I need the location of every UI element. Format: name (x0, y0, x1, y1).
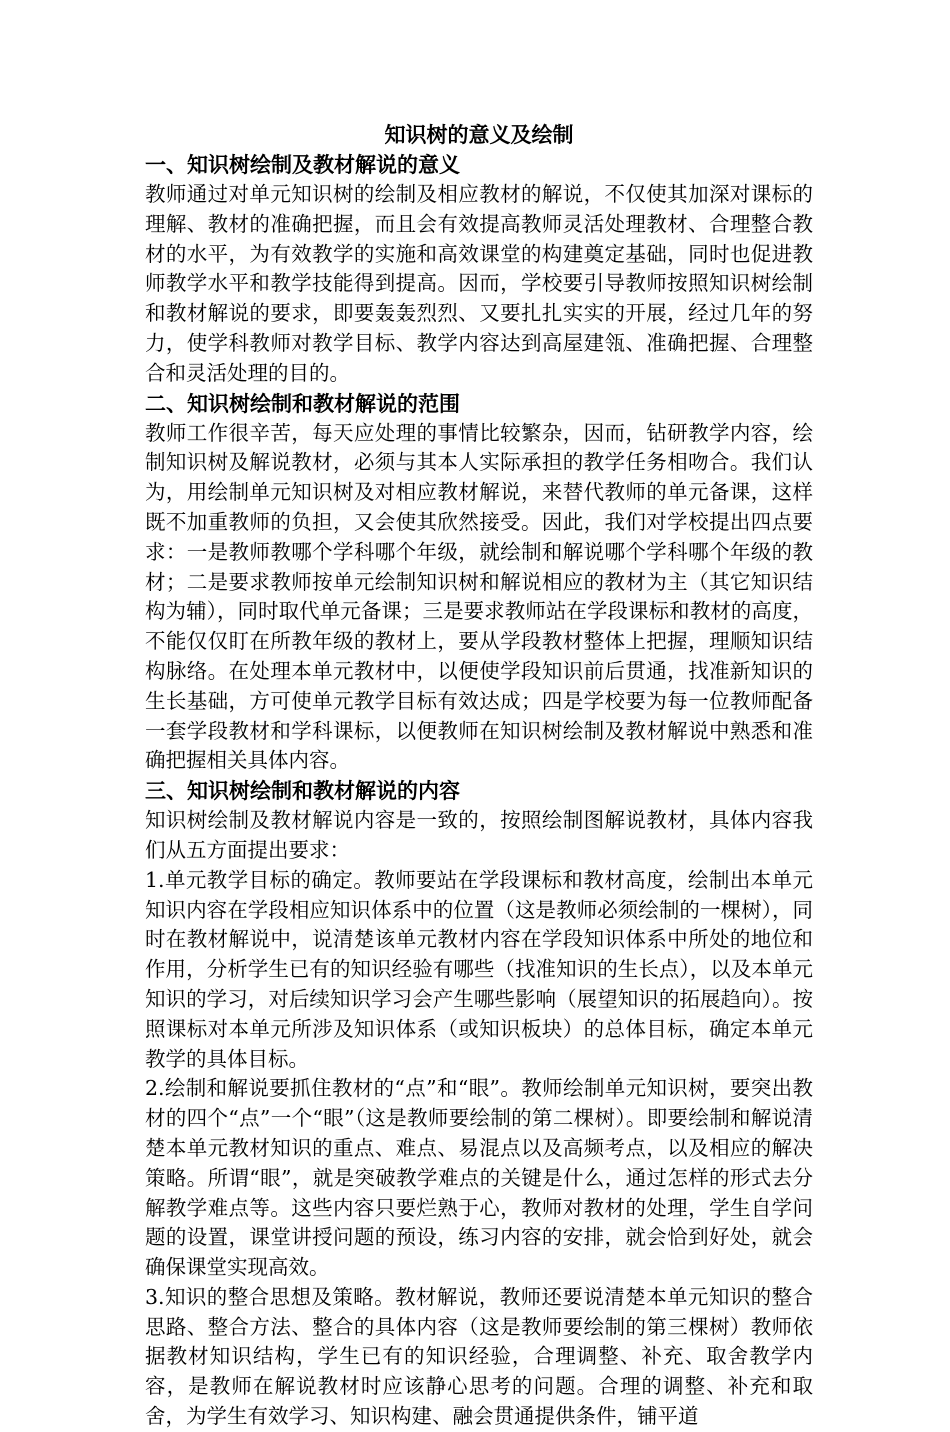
section-3-item-2: 2.绘制和解说要抓住教材的“点”和“眼”。教师绘制单元知识树，要突出教材的四个“点”一个“眼”（这是教师要绘制的第二棵树）。即要绘制和解说清楚本单元教材知识的重点、难点、易混点以及高频考点，以及相应的解决策略。所谓“眼”，就是突破教学难点的关键是什么，通过怎样的形式去分解教学难点等。这些内容只要烂熟于心，教师对教材的处理，学生自学问题的设置，课堂讲授问题的预设，练习内容的安排，就会恰到好处，就会确保课堂实现高效。 (145, 1076, 813, 1280)
document-page (145, 120, 813, 1432)
section-3-item-3: 3.知识的整合思想及策略。教材解说，教师还要说清楚本单元知识的整合思路、整合方法、整合的具体内容（这是教师要绘制的第三棵树）教师依据教材知识结构，学生已有的知识经验，合理调整、补充、取舍教学内容，是教师在解说教材时应该静心思考的问题。合理的调整、补充和取舍，为学生有效学习、知识构建、融会贯通提供条件，铺平道 (145, 1284, 813, 1429)
section-1-paragraph-1: 教师通过对单元知识树的绘制及相应教材的解说，不仅使其加深对课标的理解、教材的准确把握，而且会有效提高教师灵活处理教材、合理整合教材的水平，为有效教学的实施和高效课堂的构建奠定基础，同时也促进教师教学水平和教学技能得到提高。因而，学校要引导教师按照知识树绘制和教材解说的要求，即要轰轰烈烈、又要扎扎实实的开展，经过几年的努力，使学科教师对教学目标、教学内容达到高屋建瓴、准确把握、合理整合和灵活处理的目的。 (145, 182, 813, 385)
section-3-heading: 三、知识树绘制和教材解说的内容 (145, 778, 460, 804)
section-1-heading: 一、知识树绘制及教材解说的意义 (145, 152, 460, 177)
section-2-paragraph-1: 教师工作很辛苦，每天应处理的事情比较繁杂，因而，钻研教学内容，绘制知识树及解说教材，必须与其本人实际承担的教学任务相吻合。我们认为，用绘制单元知识树及对相应教材解说，来替代教师的单元备课，这样既不加重教师的负担，又会使其欣然接受。因此，我们对学校提出四点要求：一是教师教哪个学科哪个年级，就绘制和解说哪个学科哪个年级的教材；二是要求教师按单元绘制知识树和解说相应的教材为主（其它知识结构为辅），同时取代单元备课；三是要求教师站在学段课标和教材的高度，不能仅仅盯在所教年级的教材上，要从学段教材整体上把握，理顺知识结构脉络。在处理本单元教材中，以便使学段知识前后贯通，找准新知识的生长基础，方可使单元教学目标有效达成；四是学校要为每一位教师配备一套学段教材和学科课标，以便教师在知识树绘制及教材解说中熟悉和准确把握相关具体内容。 (145, 420, 813, 773)
document-title: 知识树的意义及绘制 (384, 122, 574, 147)
section-3-item-1: 1.单元教学目标的确定。教师要站在学段课标和教材高度，绘制出本单元知识内容在学段相应知识体系中的位置（这是教师必须绘制的一棵树），同时在教材解说中，说清楚该单元教材内容在学段知识体系中所处的地位和作用，分析学生已有的知识经验有哪些（找准知识的生长点），以及本单元知识的学习，对后续知识学习会产生哪些影响（展望知识的拓展趋向）。按照课标对本单元所涉及知识体系（或知识板块）的总体目标，确定本单元教学的具体目标。 (145, 867, 813, 1071)
section-2-heading: 二、知识树绘制和教材解说的范围 (145, 390, 460, 416)
section-3-paragraph-intro: 知识树绘制及教材解说内容是一致的，按照绘制图解说教材，具体内容我们从五方面提出要求： (145, 808, 813, 862)
